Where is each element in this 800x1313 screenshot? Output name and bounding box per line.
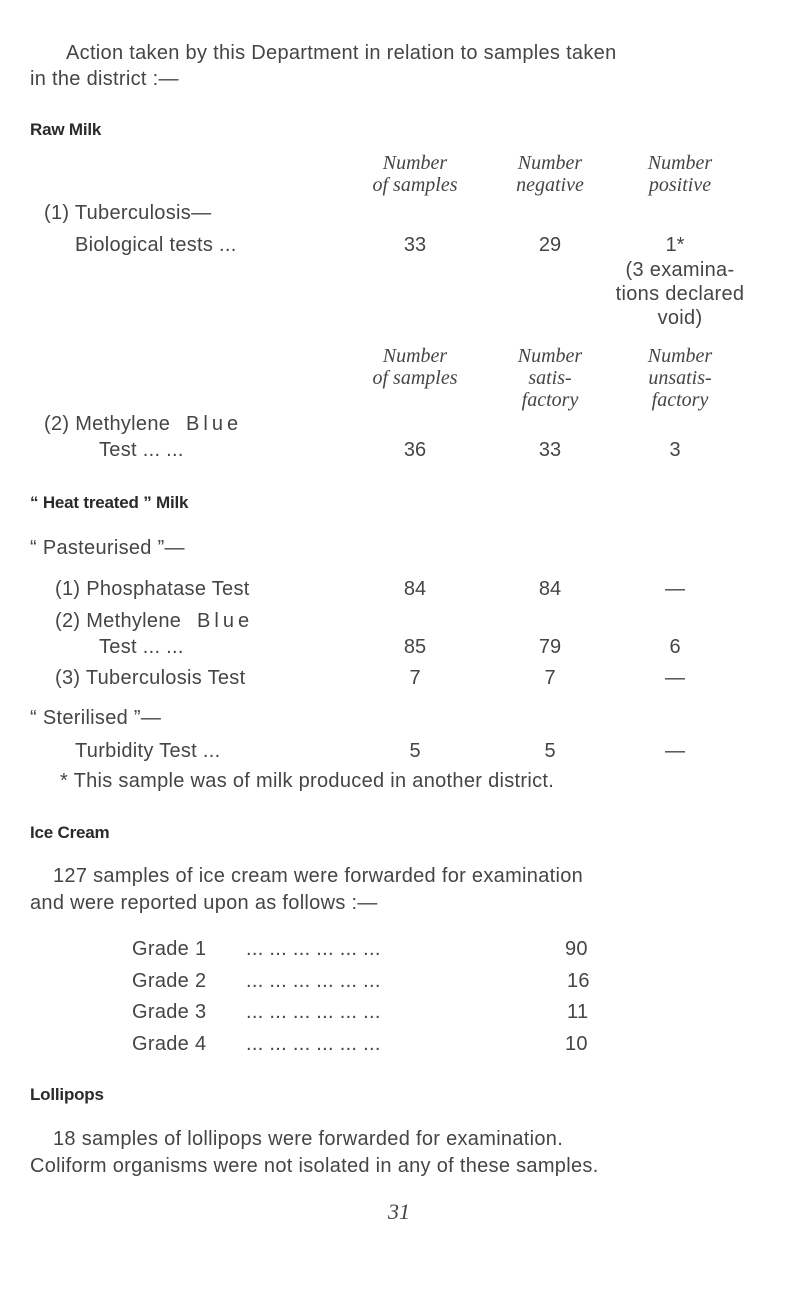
- tb-note-line1: (3 examina-: [625, 259, 735, 281]
- grade-3-value: 11: [567, 1001, 589, 1023]
- grade-1-label: Grade 1: [132, 938, 207, 960]
- grade-2-label: Grade 2: [132, 970, 207, 992]
- tb-value-positive: 1*: [665, 234, 685, 256]
- turbidity-label: Turbidity Test ...: [75, 740, 221, 762]
- mb-header-satisfactory-line1: Number: [517, 345, 583, 367]
- tb-note-line2: tions declared: [615, 283, 745, 305]
- raw-milk-heading: Raw Milk: [30, 120, 102, 139]
- mb-value-satisfactory: 33: [538, 439, 562, 461]
- tb-label-1: (1) Tuberculosis—: [44, 202, 212, 224]
- grade-2-value: 16: [567, 970, 590, 992]
- ht-methylene-value-3: 6: [669, 636, 681, 658]
- mb-header-satisfactory: [495, 345, 605, 411]
- tb-note-line3: void): [657, 307, 703, 329]
- tb-header-negative-line1: Number: [517, 152, 583, 174]
- mb-header-satisfactory-line3: factory: [521, 389, 579, 411]
- tb-header-positive-line1: Number: [647, 152, 713, 174]
- mb-label-1a: (2) Methylene: [44, 413, 171, 435]
- grade-1-dots: ... ... ... ... ... ...: [246, 938, 381, 960]
- intro-line-1: Action taken by this Department in relation to samples taken: [66, 42, 617, 64]
- phosphatase-label: (1) Phosphatase Test: [55, 578, 250, 600]
- mb-header-samples-line2: of samples: [372, 367, 458, 389]
- tb-value-samples: 33: [403, 234, 427, 256]
- ice-cream-para-1: 127 samples of ice cream were forwarded for examination: [53, 865, 584, 887]
- grade-2-dots: ... ... ... ... ... ...: [246, 970, 381, 992]
- turbidity-value-2: 5: [544, 740, 556, 762]
- page-number: 31: [388, 1199, 410, 1224]
- tb-header-samples-line1: Number: [382, 152, 448, 174]
- phosphatase-value-2: 84: [538, 578, 562, 600]
- tb-header-samples-line2: of samples: [372, 174, 458, 196]
- mb-header-unsatisfactory-line1: Number: [647, 345, 713, 367]
- tb-header-positive: [620, 152, 740, 196]
- tb-header-negative: [495, 152, 605, 196]
- mb-value-samples: 36: [403, 439, 427, 461]
- lollipops-heading: Lollipops: [30, 1085, 104, 1104]
- mb-header-satisfactory-line2: satis-: [528, 367, 572, 389]
- phosphatase-value-3: —: [665, 578, 685, 600]
- lollipops-para-1: 18 samples of lollipops were forwarded for examination.: [53, 1128, 564, 1150]
- tb-header-negative-line2: negative: [516, 174, 584, 196]
- grade-4-label: Grade 4: [132, 1033, 207, 1055]
- mb-label-1b: Blue: [186, 413, 243, 435]
- mb-header-unsatisfactory-line2: unsatis-: [648, 367, 712, 389]
- sterilised-label: “ Sterilised ”—: [30, 707, 162, 729]
- tb-header-positive-line2: positive: [648, 174, 712, 196]
- tuberculosis-test-value-3: —: [665, 667, 685, 689]
- tuberculosis-test-value-1: 7: [409, 667, 421, 689]
- ht-methylene-value-1: 85: [403, 636, 427, 658]
- mb-header-unsatisfactory-line3: factory: [651, 389, 709, 411]
- mb-header-unsatisfactory: [620, 345, 740, 411]
- tuberculosis-test-value-2: 7: [544, 667, 556, 689]
- mb-header-samples: [355, 345, 475, 389]
- lollipops-para-2: Coliform organisms were not isolated in any of these samples.: [30, 1155, 599, 1177]
- ht-methylene-value-2: 79: [538, 636, 562, 658]
- ht-methylene-label-1b: Blue: [197, 610, 254, 632]
- pasteurised-label: “ Pasteurised ”—: [30, 537, 185, 559]
- mb-label-1: [44, 413, 242, 436]
- intro-line-2: in the district :—: [30, 68, 179, 90]
- ice-cream-para-2: and were reported upon as follows :—: [30, 892, 378, 914]
- ice-cream-heading: Ice Cream: [30, 823, 110, 842]
- mb-label-2: Test ... ...: [99, 439, 184, 461]
- ht-methylene-label-1: [55, 610, 253, 633]
- tb-value-negative: 29: [538, 234, 562, 256]
- footnote: * This sample was of milk produced in another district.: [60, 770, 555, 792]
- tuberculosis-test-label: (3) Tuberculosis Test: [55, 667, 246, 689]
- tb-header-samples: [355, 152, 475, 196]
- ht-methylene-label-2: Test ... ...: [99, 636, 184, 658]
- turbidity-value-3: —: [665, 740, 685, 762]
- grade-1-value: 90: [565, 938, 588, 960]
- heat-treated-heading: “ Heat treated ” Milk: [30, 493, 189, 512]
- tb-label-2: Biological tests ...: [75, 234, 237, 256]
- mb-header-samples-line1: Number: [382, 345, 448, 367]
- ht-methylene-label-1a: (2) Methylene: [55, 610, 182, 632]
- grade-4-value: 10: [565, 1033, 588, 1055]
- turbidity-value-1: 5: [409, 740, 421, 762]
- phosphatase-value-1: 84: [403, 578, 427, 600]
- grade-3-dots: ... ... ... ... ... ...: [246, 1001, 381, 1023]
- mb-value-unsatisfactory: 3: [669, 439, 681, 461]
- grade-4-dots: ... ... ... ... ... ...: [246, 1033, 381, 1055]
- tb-note: [590, 258, 770, 330]
- grade-3-label: Grade 3: [132, 1001, 207, 1023]
